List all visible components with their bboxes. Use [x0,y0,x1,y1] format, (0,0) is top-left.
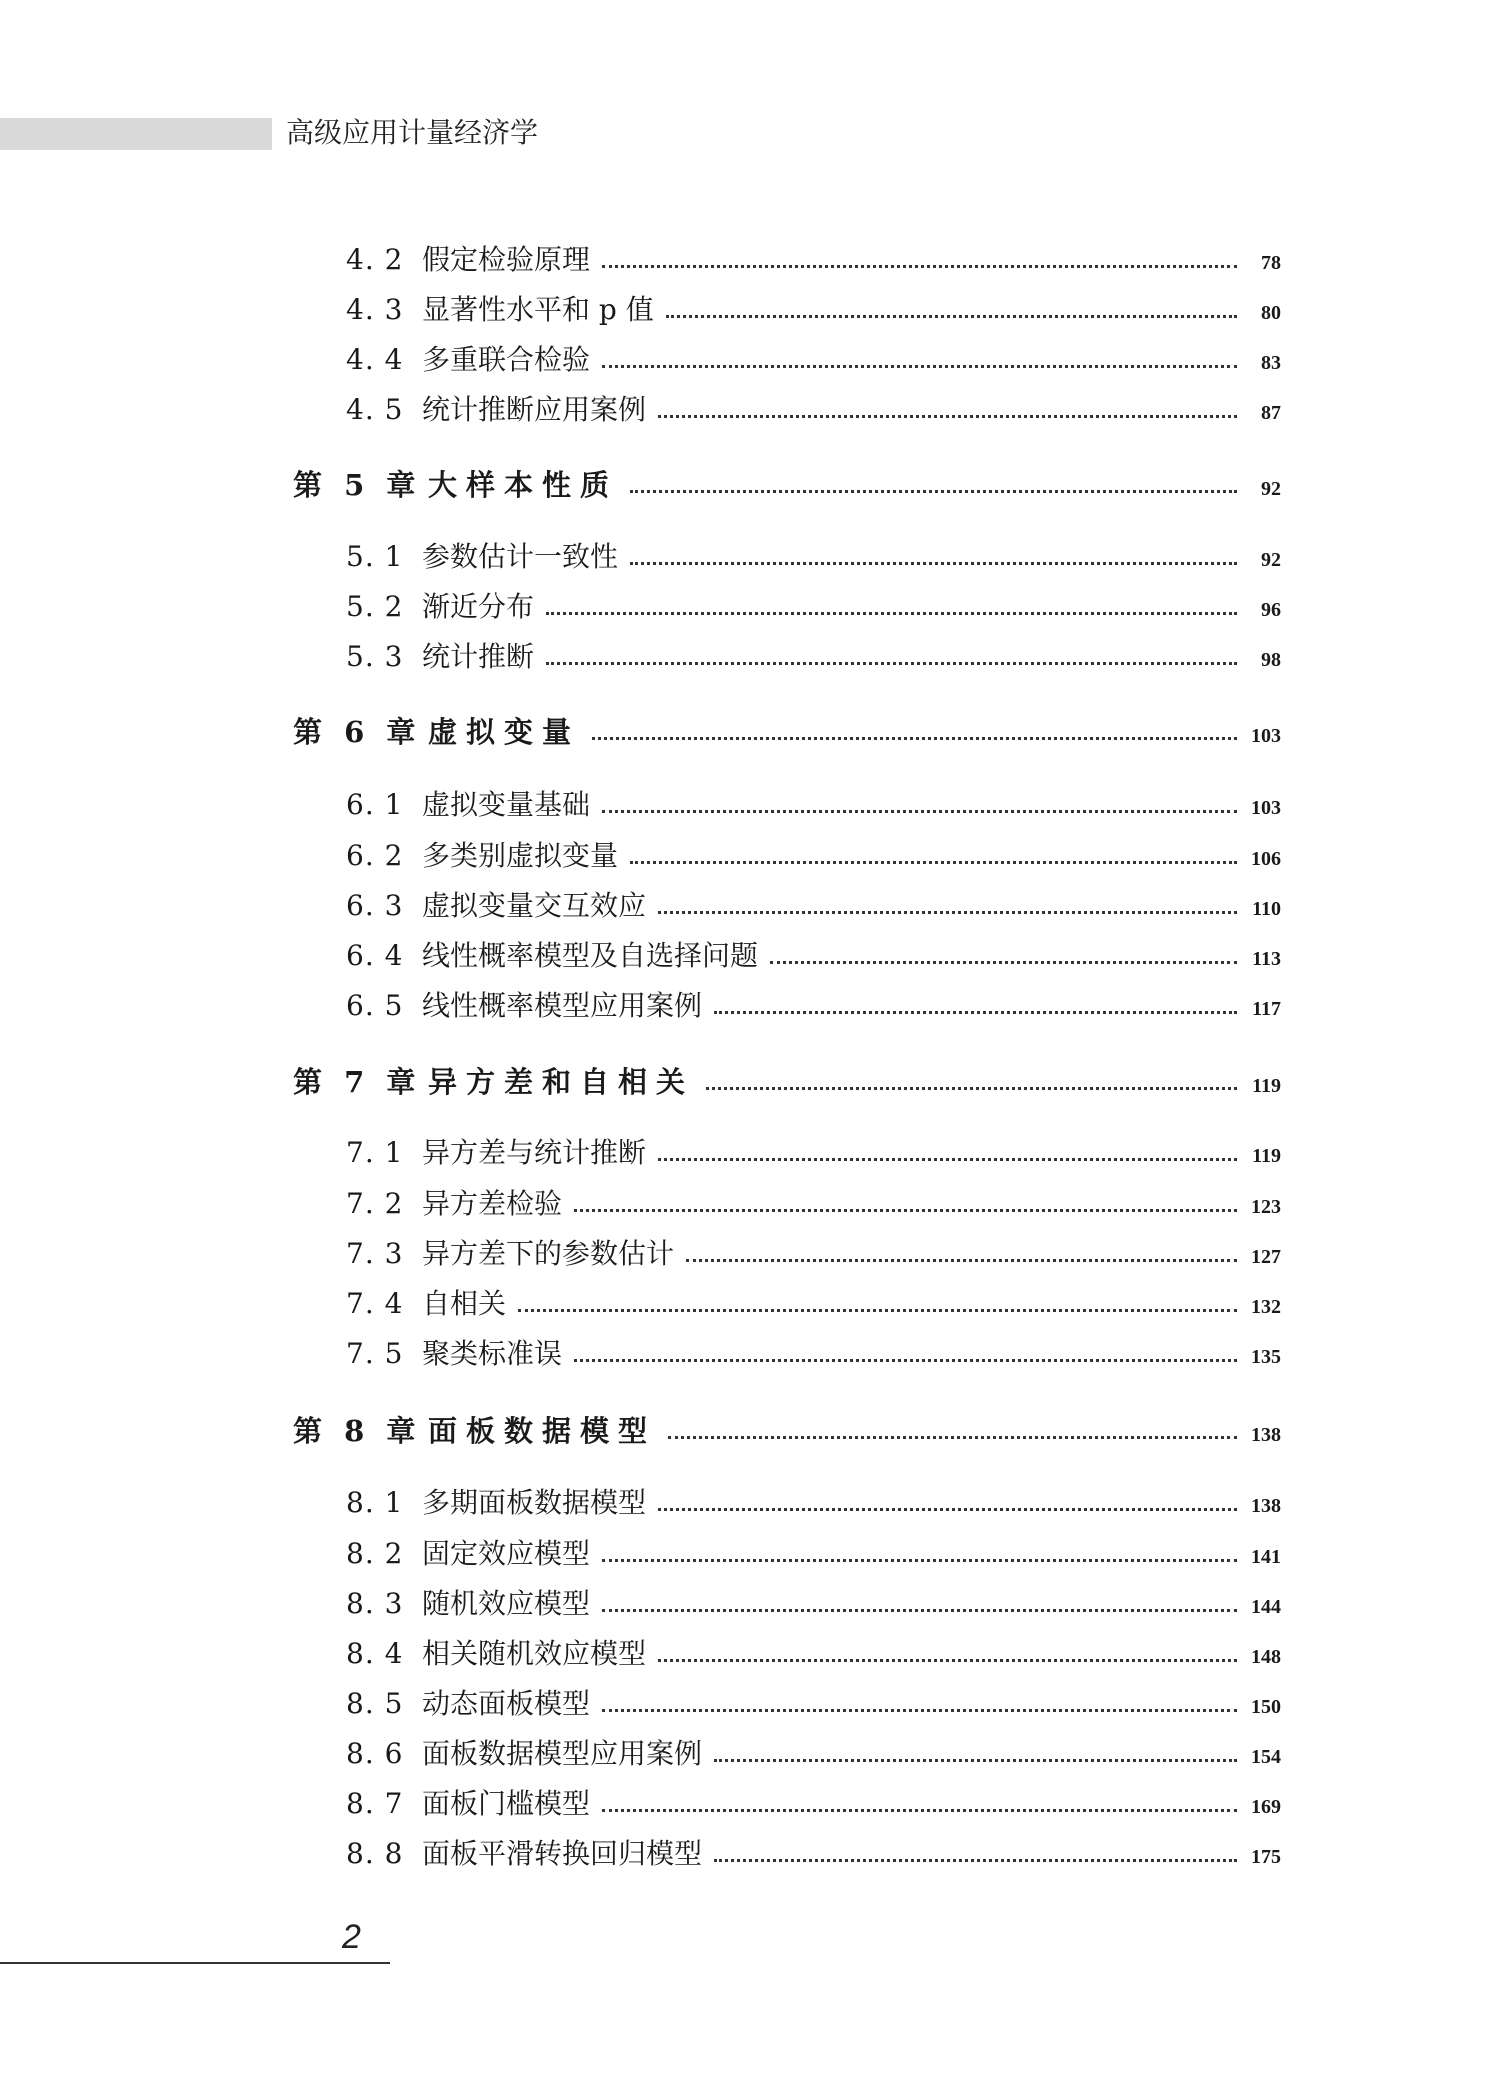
page-ref: 119 [1252,1075,1281,1097]
section-number: 6. 5 [346,989,404,1022]
section-number: 6. 3 [346,889,404,922]
section-title: 线性概率模型及自选择问题 [422,939,759,972]
page-ref: 83 [1261,352,1281,374]
section-number: 5. 1 [346,540,404,573]
page-ref: 117 [1252,998,1281,1020]
section-title: 多重联合检验 [422,343,591,376]
toc-section-entry[interactable] [346,1334,1281,1374]
page-ref: 80 [1261,302,1281,324]
page-ref: 98 [1261,649,1281,671]
section-title: 显著性水平和 p 值 [422,293,654,326]
page-ref: 169 [1251,1796,1281,1818]
chapter-title: 面板数据模型 [428,1414,657,1448]
page-ref: 106 [1251,848,1281,870]
dot-leader [714,1011,1237,1014]
section-number: 6. 4 [346,939,404,972]
toc-section-entry[interactable] [346,1234,1281,1274]
section-title: 虚拟变量基础 [422,788,591,821]
section-number: 6. 1 [346,788,404,821]
toc-section-entry[interactable] [346,986,1281,1026]
toc-section-entry[interactable] [346,1184,1281,1224]
section-title: 异方差检验 [422,1187,563,1220]
dot-leader [574,1359,1237,1362]
dot-leader [714,1759,1237,1762]
dot-leader [668,1436,1237,1439]
section-number: 8. 8 [346,1837,404,1870]
page-ref: 103 [1251,797,1281,819]
section-title: 渐近分布 [422,590,535,623]
page-ref: 135 [1251,1346,1281,1368]
section-title: 统计推断应用案例 [422,393,647,426]
section-number: 7. 5 [346,1337,404,1370]
chapter-number: 第 5 章 [293,468,422,502]
section-title: 相关随机效应模型 [422,1637,647,1670]
running-header-title: 高级应用计量经济学 [286,116,539,149]
toc-chapter-entry[interactable] [293,712,1281,752]
dot-leader [686,1259,1237,1262]
page-ref: 138 [1251,1424,1281,1446]
page-ref: 110 [1252,898,1281,920]
chapter-number: 第 6 章 [293,715,422,749]
dot-leader [658,415,1237,418]
chapter-number: 第 7 章 [293,1065,422,1099]
dot-leader [602,1559,1237,1562]
section-number: 8. 6 [346,1737,404,1770]
page-ref: 119 [1252,1145,1281,1167]
section-number: 8. 4 [346,1637,404,1670]
page-ref: 123 [1251,1196,1281,1218]
dot-leader [658,1659,1237,1662]
dot-leader [602,810,1237,813]
dot-leader [658,1158,1237,1161]
section-number: 4. 4 [346,343,404,376]
page-ref: 141 [1251,1546,1281,1568]
dot-leader [592,737,1237,740]
toc-section-entry[interactable] [346,1534,1281,1574]
section-title: 面板平滑转换回归模型 [422,1837,703,1870]
dot-leader [770,961,1237,964]
dot-leader [546,612,1237,615]
section-title: 固定效应模型 [422,1537,591,1570]
chapter-title: 虚拟变量 [428,715,581,749]
page-ref: 148 [1251,1646,1281,1668]
page-ref: 113 [1252,948,1281,970]
page-ref: 87 [1261,402,1281,424]
section-number: 4. 2 [346,243,404,276]
page-ref: 92 [1261,549,1281,571]
page-ref: 138 [1251,1495,1281,1517]
toc-section-entry[interactable] [346,340,1281,380]
toc-section-entry[interactable] [346,936,1281,976]
dot-leader [602,1609,1237,1612]
dot-leader [602,265,1237,268]
section-title: 自相关 [422,1287,507,1320]
dot-leader [574,1209,1237,1212]
section-title: 参数估计一致性 [422,540,619,573]
toc-section-entry[interactable] [346,1483,1281,1523]
section-title: 面板门槛模型 [422,1787,591,1820]
dot-leader [546,662,1237,665]
section-title: 统计推断 [422,640,535,673]
dot-leader [714,1859,1237,1862]
section-number: 8. 1 [346,1486,404,1519]
page-number: 2 [342,1918,361,1956]
toc-chapter-entry[interactable] [293,465,1281,505]
toc-chapter-entry[interactable] [293,1411,1281,1451]
page-ref: 150 [1251,1696,1281,1718]
section-title: 聚类标准误 [422,1337,563,1370]
toc-section-entry[interactable] [346,785,1281,825]
toc-section-entry[interactable] [346,637,1281,677]
section-number: 6. 2 [346,839,404,872]
section-number: 7. 1 [346,1136,404,1169]
section-title: 动态面板模型 [422,1687,591,1720]
toc-section-entry[interactable] [346,390,1281,430]
section-number: 5. 3 [346,640,404,673]
chapter-title: 大样本性质 [428,468,619,502]
toc-section-entry[interactable] [346,1634,1281,1674]
footer-rule [0,1962,390,1964]
chapter-title: 异方差和自相关 [428,1065,695,1099]
page-ref: 92 [1261,478,1281,500]
dot-leader [630,861,1237,864]
toc-section-entry[interactable] [346,886,1281,926]
section-title: 多期面板数据模型 [422,1486,647,1519]
page-ref: 175 [1251,1846,1281,1868]
page-ref: 103 [1251,725,1281,747]
section-number: 4. 3 [346,293,404,326]
section-title: 随机效应模型 [422,1587,591,1620]
section-title: 假定检验原理 [422,243,591,276]
toc-section-entry[interactable] [346,240,1281,280]
page-ref: 78 [1261,252,1281,274]
dot-leader [706,1087,1237,1090]
section-title: 多类别虚拟变量 [422,839,619,872]
toc-section-entry[interactable] [346,587,1281,627]
section-number: 8. 3 [346,1587,404,1620]
section-title: 线性概率模型应用案例 [422,989,703,1022]
dot-leader [630,490,1237,493]
toc-section-entry[interactable] [346,836,1281,876]
dot-leader [630,562,1237,565]
toc-section-entry[interactable] [346,1584,1281,1624]
page-ref: 144 [1251,1596,1281,1618]
section-number: 8. 2 [346,1537,404,1570]
section-number: 8. 5 [346,1687,404,1720]
section-number: 7. 3 [346,1237,404,1270]
section-title: 异方差下的参数估计 [422,1237,675,1270]
toc-chapter-entry[interactable] [293,1062,1281,1102]
toc-section-entry[interactable] [346,290,1281,330]
dot-leader [518,1309,1237,1312]
dot-leader [602,1709,1237,1712]
dot-leader [666,315,1237,318]
section-number: 7. 2 [346,1187,404,1220]
toc-section-entry[interactable] [346,537,1281,577]
section-title: 虚拟变量交互效应 [422,889,647,922]
toc-section-entry[interactable] [346,1684,1281,1724]
chapter-number: 第 8 章 [293,1414,422,1448]
page-ref: 154 [1251,1746,1281,1768]
page-ref: 132 [1251,1296,1281,1318]
page-ref: 127 [1251,1246,1281,1268]
toc-section-entry[interactable] [346,1784,1281,1824]
toc-section-entry[interactable] [346,1734,1281,1774]
page-ref: 96 [1261,599,1281,621]
section-title: 异方差与统计推断 [422,1136,647,1169]
section-number: 5. 2 [346,590,404,623]
dot-leader [658,911,1237,914]
toc-section-entry[interactable] [346,1133,1281,1173]
dot-leader [658,1508,1237,1511]
toc-section-entry[interactable] [346,1834,1281,1874]
section-number: 7. 4 [346,1287,404,1320]
section-number: 8. 7 [346,1787,404,1820]
section-number: 4. 5 [346,393,404,426]
dot-leader [602,1809,1237,1812]
dot-leader [602,365,1237,368]
toc-section-entry[interactable] [346,1284,1281,1324]
section-title: 面板数据模型应用案例 [422,1737,703,1770]
